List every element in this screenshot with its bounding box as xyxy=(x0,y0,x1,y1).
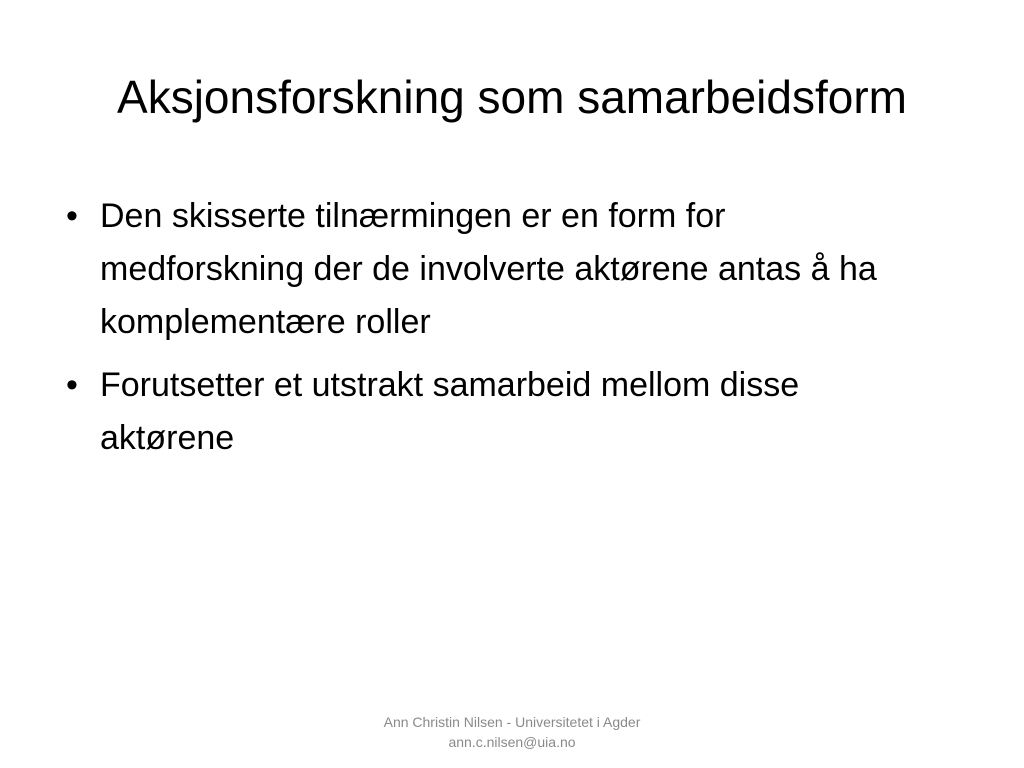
bullet-item xyxy=(62,190,922,349)
slide-title: Aksjonsforskning som samarbeidsform xyxy=(117,71,907,123)
bullet-text: Den skisserte tilnærmingen er en form for medforskning der de involverte aktørene antas å ha komplementære roller xyxy=(100,197,877,341)
bullet-text: Forutsetter et utstrakt samarbeid mellom disse aktørene xyxy=(100,366,800,457)
bullet-list xyxy=(62,190,922,475)
bullet-item xyxy=(62,359,922,465)
footer-author: Ann Christin Nilsen - Universitetet i Agder xyxy=(383,714,641,730)
footer-email: ann.c.nilsen@uia.no xyxy=(448,734,576,750)
bullet-icon: • xyxy=(66,197,78,235)
slide-footer xyxy=(0,712,1024,752)
bullet-icon: • xyxy=(66,366,78,404)
